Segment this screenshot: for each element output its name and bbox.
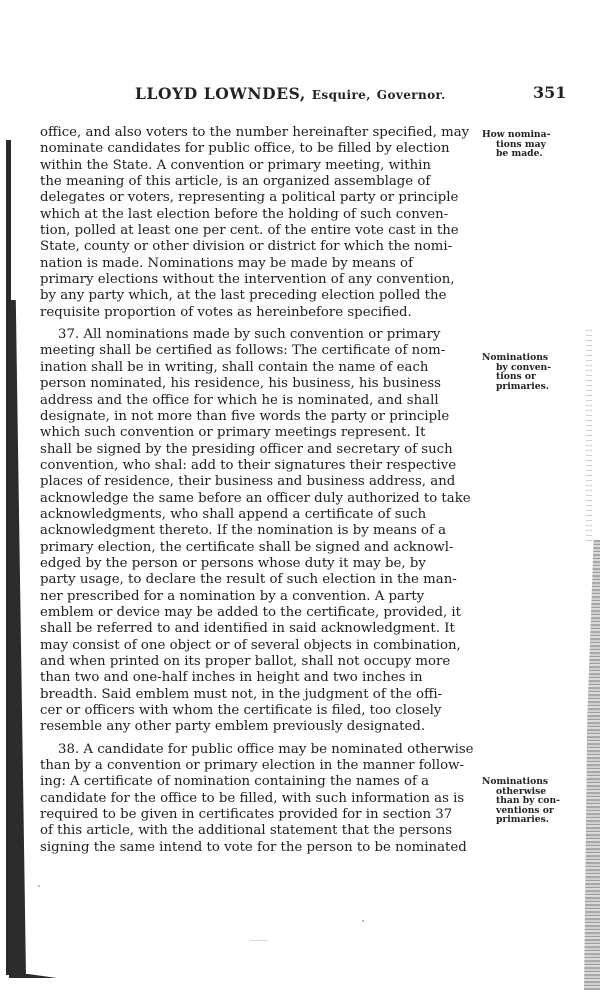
text-line: nominate candidates for public office, to be filled by election	[40, 141, 450, 157]
text-line: of this article, with the additional statement that the persons	[40, 823, 453, 839]
text-line: the meaning of this article, is an organized assemblage of	[40, 174, 431, 190]
text-line: party usage, to declare the result of such election in the man-	[40, 572, 457, 588]
text-line: edged by the person or persons whose duty it may be, by	[40, 555, 426, 571]
margin-note-line: otherwise	[496, 785, 547, 797]
paragraph-section-37	[40, 327, 471, 736]
text-line: than by a convention or primary election in the manner follow-	[40, 758, 465, 774]
text-line: and when printed on its proper ballot, shall not occupy more	[40, 654, 451, 669]
text-line: nation is made. Nominations may be made by means of	[40, 255, 413, 271]
text-line: breadth. Said emblem must not, in the judgment of the offi-	[40, 686, 443, 702]
margin-note-line: than by con-	[496, 795, 560, 807]
section-37-first-line: 37. All nominations made by such convention or primary	[58, 327, 441, 343]
margin-note-line: How nomina-	[482, 129, 551, 140]
margin-note-nominations-by-conventions	[482, 353, 592, 391]
text-line: resemble any other party emblem previously designated.	[40, 719, 426, 735]
text-line: which such convention or primary meetings represent. It	[40, 425, 426, 441]
margin-note-line: primaries.	[496, 814, 549, 826]
text-line: signing the same intend to vote for the person to be nominated	[40, 839, 467, 855]
margin-note-line: Nominations	[482, 776, 549, 787]
text-line: ing: A certificate of nomination containing the names of a	[40, 774, 430, 790]
paragraph-continuation	[40, 125, 470, 321]
margin-note-line: ventions or	[496, 804, 554, 816]
text-line: ner prescribed for a nomination by a convention. A party	[40, 588, 425, 604]
scan-speck	[250, 940, 268, 941]
margin-note-how-nominations	[482, 130, 592, 159]
margin-note-line: tions or	[496, 371, 536, 383]
text-line: tion, polled at least one per cent. of the entire vote cast in the	[40, 223, 459, 239]
text-line: acknowledgment thereto. If the nomination is by means of a	[40, 523, 447, 539]
margin-note-line: primaries.	[496, 380, 549, 392]
scan-right-edge	[584, 540, 600, 990]
margin-note-nominations-otherwise	[482, 777, 592, 825]
text-line: delegates or voters, representing a political party or principle	[40, 190, 459, 206]
margin-note-line: tions may	[496, 138, 546, 150]
text-line: required to be given in certificates provided for in section 37	[40, 807, 453, 823]
page-number: 351	[533, 83, 567, 102]
paragraph-section-38	[40, 741, 474, 856]
scan-left-foot	[9, 974, 57, 978]
text-line: convention, who shal: add to their signatures their respective	[40, 457, 457, 473]
text-line: places of residence, their business and business address, and	[40, 474, 456, 490]
margin-note-line: be made.	[496, 148, 543, 160]
text-line: ination shall be in writing, shall contain the name of each	[40, 359, 429, 375]
running-head-title-2: Governor.	[376, 88, 446, 102]
text-line: which at the last election before the holding of such conven-	[40, 206, 449, 222]
text-line: address and the office for which he is nominated, and shall	[40, 392, 439, 408]
text-line: than two and one-half inches in height and two inches in	[40, 670, 423, 686]
body-text	[40, 125, 474, 862]
margin-note-line: by conven-	[496, 361, 552, 373]
text-line: candidate for the office to be filled, with such information as is	[40, 790, 465, 806]
margin-note-line: Nominations	[482, 352, 549, 363]
text-line: requisite proportion of votes as hereinbefore specified.	[40, 304, 412, 320]
text-line: by any party which, at the last preceding election polled the	[40, 288, 447, 304]
text-line: shall be referred to and identified in said acknowledgment. It	[40, 621, 455, 637]
text-line: acknowledge the same before an officer duly authorized to take	[40, 490, 471, 506]
text-line: shall be signed by the presiding officer and secretary of such	[40, 441, 453, 457]
scan-speck	[38, 885, 40, 887]
text-line: State, county or other division or district for which the nomi-	[40, 239, 453, 255]
text-line: primary elections without the intervention of any convention,	[40, 272, 455, 288]
text-line: meeting shall be certified as follows: The certificate of nom-	[40, 343, 446, 359]
text-line: cer or officers with whom the certificate is filed, too closely	[40, 703, 442, 719]
running-head-name: LLOYD LOWNDES,	[135, 84, 306, 103]
text-line: office, and also voters to the number hereinafter specified, may	[40, 125, 470, 140]
text-line: emblem or device may be added to the certificate, provided, it	[40, 604, 462, 620]
text-line: within the State. A convention or primary meeting, within	[40, 157, 431, 173]
section-38-first-line: 38. A candidate for public office may be nominated otherwise	[58, 741, 474, 757]
text-line: person nominated, his residence, his business, his business	[40, 376, 441, 392]
scan-left-shadow	[9, 300, 26, 977]
text-line: acknowledgments, who shall append a certificate of such	[40, 506, 427, 522]
text-line: may consist of one object or of several objects in combination,	[40, 637, 461, 653]
running-head	[135, 84, 495, 103]
running-head-title-1: Esquire,	[311, 88, 371, 102]
text-line: designate, in not more than five words the party or principle	[40, 408, 450, 424]
scan-speck	[362, 920, 364, 922]
text-line: primary election, the certificate shall be signed and acknowl-	[40, 539, 454, 555]
